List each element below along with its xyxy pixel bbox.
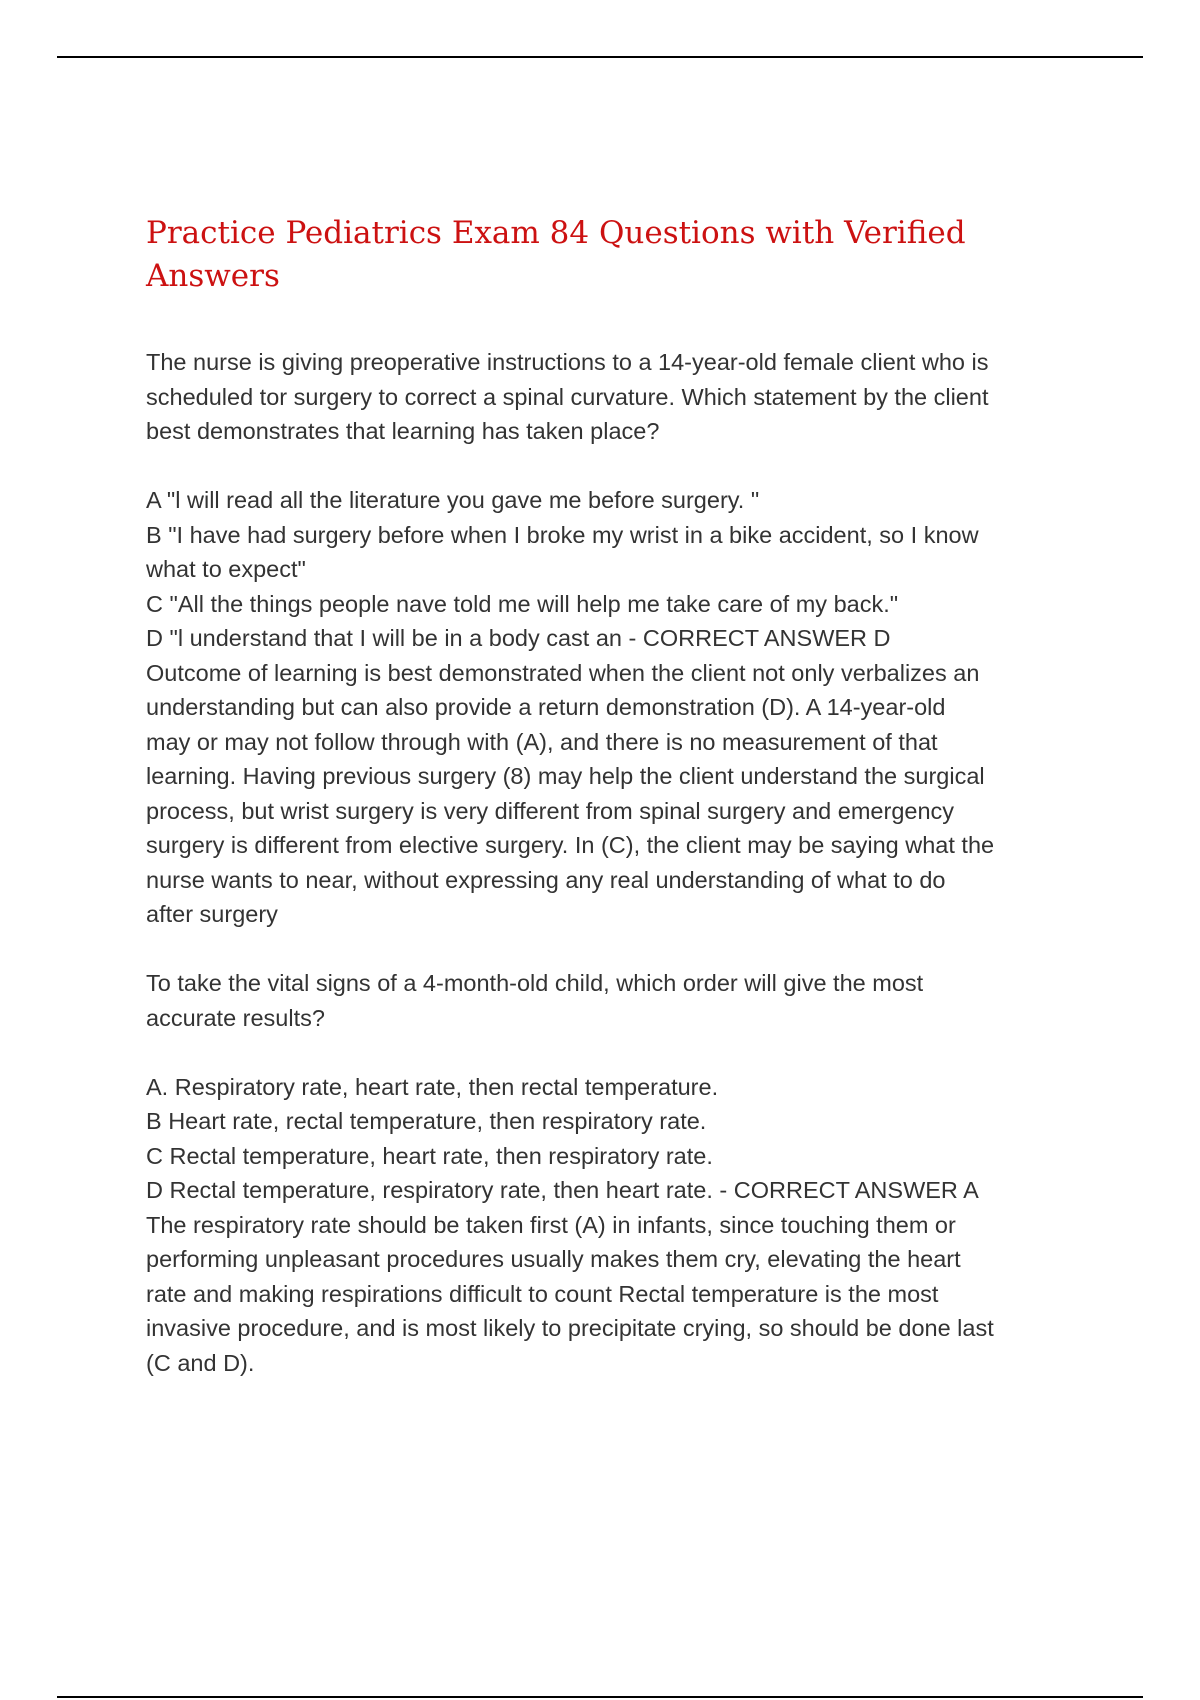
option-line: A "l will read all the literature you gave me before surgery. " (146, 487, 760, 513)
rationale-line: performing unpleasant procedures usually makes them cry, elevating the heart (146, 1246, 961, 1272)
rationale (146, 656, 1086, 932)
rationale-line: invasive procedure, and is most likely to precipitate crying, so should be done last (146, 1315, 994, 1341)
question-line: The nurse is giving preoperative instructions to a 14-year-old female client who is (146, 349, 989, 375)
question-line: accurate results? (146, 1004, 325, 1031)
rationale-line: may or may not follow through with (A), and there is no measurement of that (146, 728, 938, 755)
question-block (146, 966, 1086, 1380)
footer-rule (57, 1696, 1143, 1698)
title-line: Practice Pediatrics Exam 84 Questions with Verified (146, 215, 966, 251)
question-text (146, 966, 1086, 1035)
option-line: A. Respiratory rate, heart rate, then rectal temperature. (146, 1073, 719, 1100)
document-title (146, 212, 1086, 298)
correct-answer-line: D "l understand that I will be in a body cast an - CORRECT ANSWER D (146, 625, 891, 651)
question-line: To take the vital signs of a 4-month-old child, which order will give the most (146, 970, 924, 996)
rationale-line: (C and D). (146, 1349, 255, 1376)
rationale-line: process, but wrist surgery is very different from spinal surgery and emergency (146, 797, 955, 824)
question-block (146, 345, 1086, 932)
question-line: scheduled tor surgery to correct a spinal curvature. Which statement by the client (146, 383, 989, 410)
option-line: C Rectal temperature, heart rate, then respiratory rate. (146, 1142, 713, 1169)
rationale-line: understanding but can also provide a return demonstration (D). A 14-year-old (146, 694, 946, 720)
rationale-line: nurse wants to near, without expressing any real understanding of what to do (146, 866, 946, 893)
rationale (146, 1208, 1086, 1381)
correct-answer-line: D Rectal temperature, respiratory rate, then heart rate. - CORRECT ANSWER A (146, 1177, 979, 1203)
rationale-line: rate and making respirations difficult to count Rectal temperature is the most (146, 1280, 939, 1307)
option-line: B "I have had surgery before when I broke my wrist in a bike accident, so I know (146, 521, 979, 548)
rationale-line: Outcome of learning is best demonstrated when the client not only verbalizes an (146, 659, 980, 686)
rationale-line: learning. Having previous surgery (8) may help the client understand the surgical (146, 763, 985, 789)
question-line: best demonstrates that learning has taken place? (146, 418, 660, 444)
option-line: what to expect" (146, 556, 306, 582)
header-rule (57, 56, 1143, 58)
document-body (146, 212, 1086, 1380)
answer-options (146, 483, 1086, 656)
rationale-line: The respiratory rate should be taken first (A) in infants, since touching them or (146, 1211, 956, 1238)
title-line: Answers (146, 258, 280, 294)
rationale-line: after surgery (146, 901, 278, 927)
option-line: B Heart rate, rectal temperature, then respiratory rate. (146, 1108, 707, 1134)
rationale-line: surgery is different from elective surgery. In (C), the client may be saying what the (146, 832, 995, 858)
answer-options (146, 1070, 1086, 1208)
question-text (146, 345, 1086, 449)
option-line: C "All the things people nave told me will help me take care of my back." (146, 590, 899, 617)
